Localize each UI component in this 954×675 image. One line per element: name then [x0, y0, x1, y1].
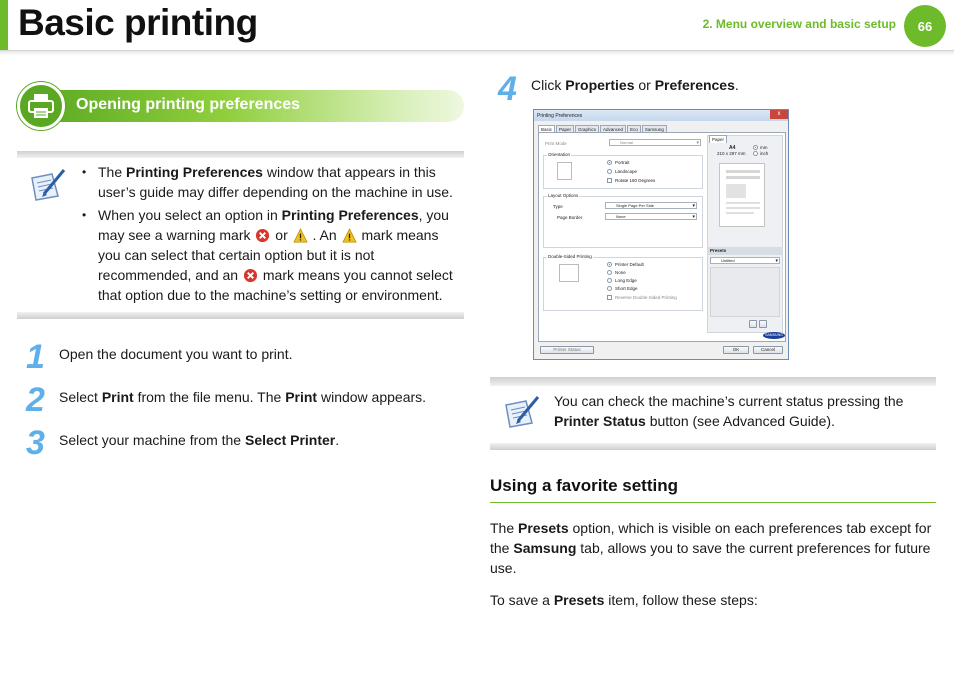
- reverse-label: Reverse Double-Sided Printing: [615, 295, 677, 300]
- printer-status-button[interactable]: Printer Status: [540, 346, 594, 354]
- page-border-label: Page Border: [557, 215, 583, 220]
- info-button[interactable]: [759, 320, 767, 328]
- duplex-label: Double-Sided Printing: [548, 254, 592, 259]
- note-list: [82, 162, 464, 308]
- portrait-label: Portrait: [615, 160, 630, 165]
- paper-dimensions: 210 x 297 mm: [717, 151, 746, 156]
- window-title-bar: [534, 110, 788, 121]
- print-mode-label: Print Mode: [545, 141, 567, 146]
- long-edge-radio[interactable]: [607, 278, 612, 283]
- list-item: • When you select an option in Printing Preferences, you may see a warning mark or . An mark means you can select that certain option but it is not recommended, and an mark means you cannot select that option due to the machine’s setting or environment.: [82, 205, 464, 305]
- printing-preferences-window: [533, 109, 789, 360]
- presets-area: [710, 267, 780, 317]
- section-heading: Opening printing preferences: [76, 96, 301, 113]
- printer-default-radio[interactable]: [607, 262, 612, 267]
- portrait-radio[interactable]: [607, 160, 612, 165]
- step-number: 4: [498, 70, 517, 108]
- step-number: 1: [26, 338, 45, 376]
- list-item: • The Printing Preferences window that appears in this user’s guide may differ depending on the machine in use.: [82, 162, 464, 202]
- error-mark-icon: [255, 228, 270, 243]
- printer-default-label: Printer Default: [615, 262, 644, 267]
- subsection-divider: [490, 502, 936, 503]
- unit-inch-radio[interactable]: [753, 151, 758, 156]
- long-edge-label: Long Edge: [615, 278, 637, 283]
- breadcrumb[interactable]: 2. Menu overview and basic setup: [702, 17, 896, 31]
- landscape-radio[interactable]: [607, 169, 612, 174]
- unit-mm-label: mm: [760, 145, 768, 150]
- header-divider: [0, 50, 954, 56]
- page-preview: [719, 163, 765, 227]
- step-text: Select Print from the file menu. The Print window appears.: [59, 389, 427, 405]
- tab-eco[interactable]: Eco: [627, 125, 641, 133]
- ok-button[interactable]: OK: [723, 346, 749, 354]
- print-mode-select[interactable]: Normal ▾: [609, 139, 701, 146]
- short-edge-label: Short Edge: [615, 286, 638, 291]
- landscape-label: Landscape: [615, 169, 638, 174]
- orientation-preview: [557, 162, 572, 180]
- step-number: 3: [26, 424, 45, 462]
- reverse-checkbox[interactable]: [607, 295, 612, 300]
- unit-mm-radio[interactable]: [753, 145, 758, 150]
- warning-mark-icon: [342, 228, 357, 243]
- subsection-heading: Using a favorite setting: [490, 476, 678, 495]
- note-icon: [500, 393, 542, 431]
- page-title: Basic printing: [18, 2, 258, 43]
- page-border-select[interactable]: None ▾: [605, 213, 697, 220]
- note-bottom-border: [17, 312, 464, 319]
- page-number-badge: 66: [904, 5, 946, 47]
- orientation-label: Orientation: [548, 152, 571, 157]
- short-edge-radio[interactable]: [607, 286, 612, 291]
- tab-basic[interactable]: Basic: [538, 125, 555, 133]
- type-label: Type: [553, 204, 563, 209]
- help-button[interactable]: [749, 320, 757, 328]
- tab-paper[interactable]: Paper: [556, 125, 574, 133]
- window-title: Printing Preferences: [537, 112, 583, 119]
- presets-select[interactable]: Untitled ▾: [710, 257, 780, 264]
- header-accent-bar: [0, 0, 8, 52]
- step-text: Open the document you want to print.: [59, 346, 293, 362]
- unit-inch-label: inch: [760, 151, 769, 156]
- note-text: You can check the machine’s current status pressing the Printer Status button (see Advanced Guide).: [554, 393, 904, 429]
- paragraph: To save a Presets item, follow these steps:: [490, 592, 758, 608]
- presets-label: Presets: [710, 248, 727, 253]
- rotate-label: Rotate 180 Degrees: [615, 178, 656, 183]
- rotate-checkbox[interactable]: [607, 178, 612, 183]
- error-mark-icon: [243, 268, 258, 283]
- note-top-border: [17, 151, 464, 158]
- note-top-border: [490, 377, 936, 386]
- note-bottom-border: [490, 443, 936, 450]
- preview-tab[interactable]: Paper: [709, 135, 727, 143]
- step-text: Click Properties or Preferences.: [531, 77, 739, 93]
- warning-mark-icon: [293, 228, 308, 243]
- note-icon: [26, 166, 68, 204]
- layout-label: Layout Options: [548, 193, 579, 198]
- none-radio[interactable]: [607, 270, 612, 275]
- step-text: Select your machine from the Select Printer.: [59, 432, 340, 448]
- step-number: 2: [26, 381, 45, 419]
- printer-icon: [17, 82, 65, 130]
- type-select[interactable]: Single Page Per Side ▾: [605, 202, 697, 209]
- tab-samsung[interactable]: Samsung: [642, 125, 667, 133]
- tab-panel: [538, 132, 786, 342]
- duplex-preview: [559, 264, 579, 282]
- samsung-logo: SAMSUNG: [763, 332, 785, 339]
- paragraph: The Presets option, which is visible on each preferences tab except for the Samsung tab, allows you to save the current preferences for future use.: [490, 520, 932, 576]
- paper-size: A4: [729, 145, 736, 151]
- close-button[interactable]: x: [770, 110, 788, 119]
- cancel-button[interactable]: Cancel: [753, 346, 783, 354]
- none-label: None: [615, 270, 626, 275]
- tab-advanced[interactable]: Advanced: [600, 125, 626, 133]
- tab-graphics[interactable]: Graphics: [575, 125, 599, 133]
